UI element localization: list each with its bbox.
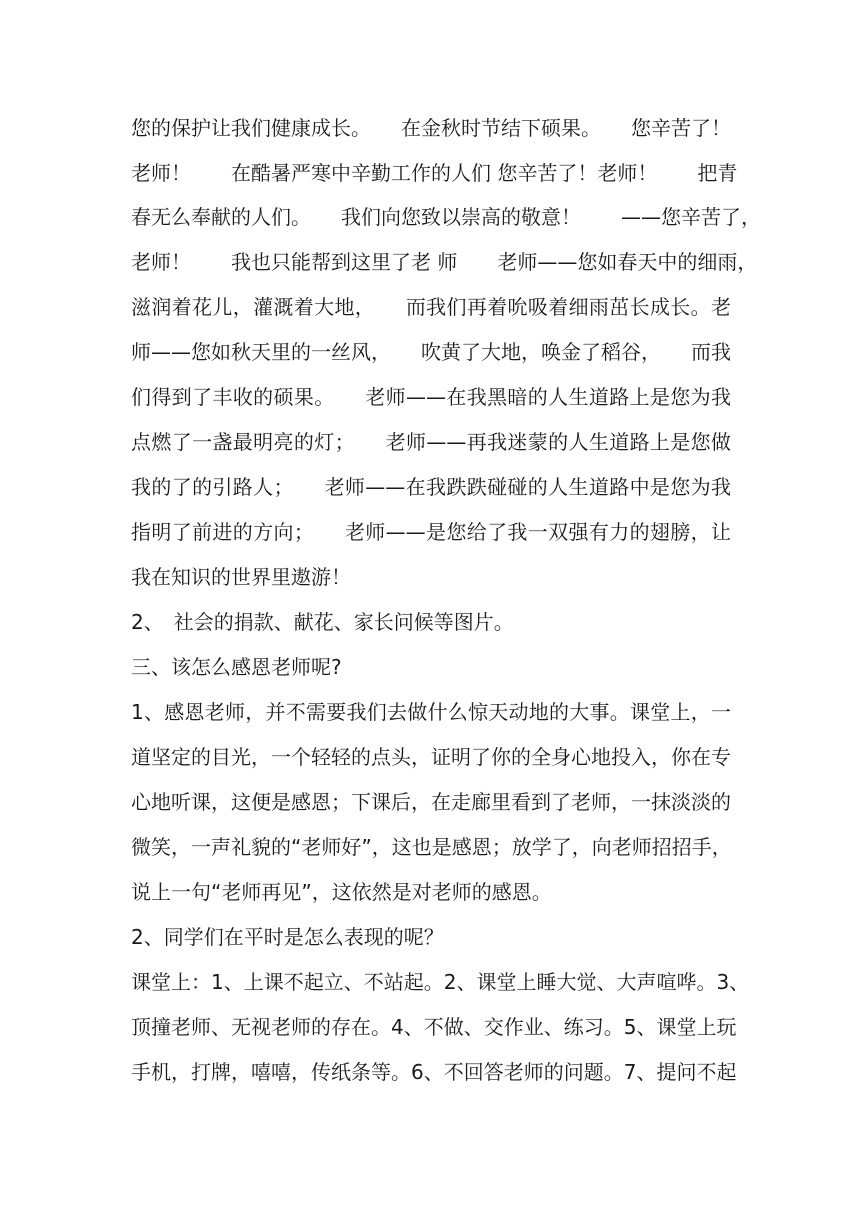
list-item: 2、同学们在平时是怎么表现的呢？ [131,925,444,949]
text-line: 点燃了一盏最明亮的灯； 老师——再我迷蒙的人生道路上是您做 [131,430,731,454]
text-line: 们得到了丰收的硕果。 老师——在我黑暗的人生道路上是您为我 [131,385,731,409]
text-line: 您的保护让我们健康成长。 在金秋时节结下硕果。 您辛苦了！ [131,116,731,140]
text-line: 心地听课，这便是感恩；下课后，在走廊里看到了老师，一抹淡淡的 [131,790,731,814]
section-heading: 三、该怎么感恩老师呢? [131,655,342,679]
text-line: 师——您如秋天里的一丝风， 吹黄了大地，唤金了稻谷， 而我 [131,340,731,364]
text-line: 微笑，一声礼貌的“老师好”，这也是感恩；放学了，向老师招招手， [131,835,732,859]
text-line: 我在知识的世界里遨游！ [131,565,351,589]
text-line: 课堂上：1、上课不起立、不站起。2、课堂上睡大觉、大声喧哗。3、 [131,970,750,994]
list-item: 2、 社会的捐款、献花、家长问候等图片。 [131,610,514,634]
text-line: 手机，打牌，嘻嘻，传纸条等。6、不回答老师的问题。7、提问不起 [131,1060,737,1084]
text-line: 指明了前进的方向； 老师——是您给了我一双强有力的翅膀，让 [131,520,731,544]
text-line: 老师！ 在酷暑严寒中辛勤工作的人们 您辛苦了！老师！ 把青 [131,161,738,185]
text-line: 1、感恩老师，并不需要我们去做什么惊天动地的大事。课堂上，一 [131,700,731,724]
text-line: 说上一句“老师再见”，这依然是对老师的感恩。 [131,880,552,904]
text-line: 我的了的引路人； 老师——在我跌跌碰碰的人生道路中是您为我 [131,475,731,499]
text-line: 老师！ 我也只能帮到这里了老 师 老师——您如春天中的细雨， [131,250,758,274]
text-line: 滋润着花儿，灌溉着大地， 而我们再着吮吸着细雨茁长成长。老 [131,295,731,319]
text-line: 顶撞老师、无视老师的存在。4、不做、交作业、练习。5、课堂上玩 [131,1015,737,1039]
text-line: 道坚定的目光，一个轻轻的点头，证明了你的全身心地投入，你在专 [131,745,731,769]
text-line: 春无么奉献的人们。 我们向您致以崇高的敬意！ ——您辛苦了， [131,205,761,229]
